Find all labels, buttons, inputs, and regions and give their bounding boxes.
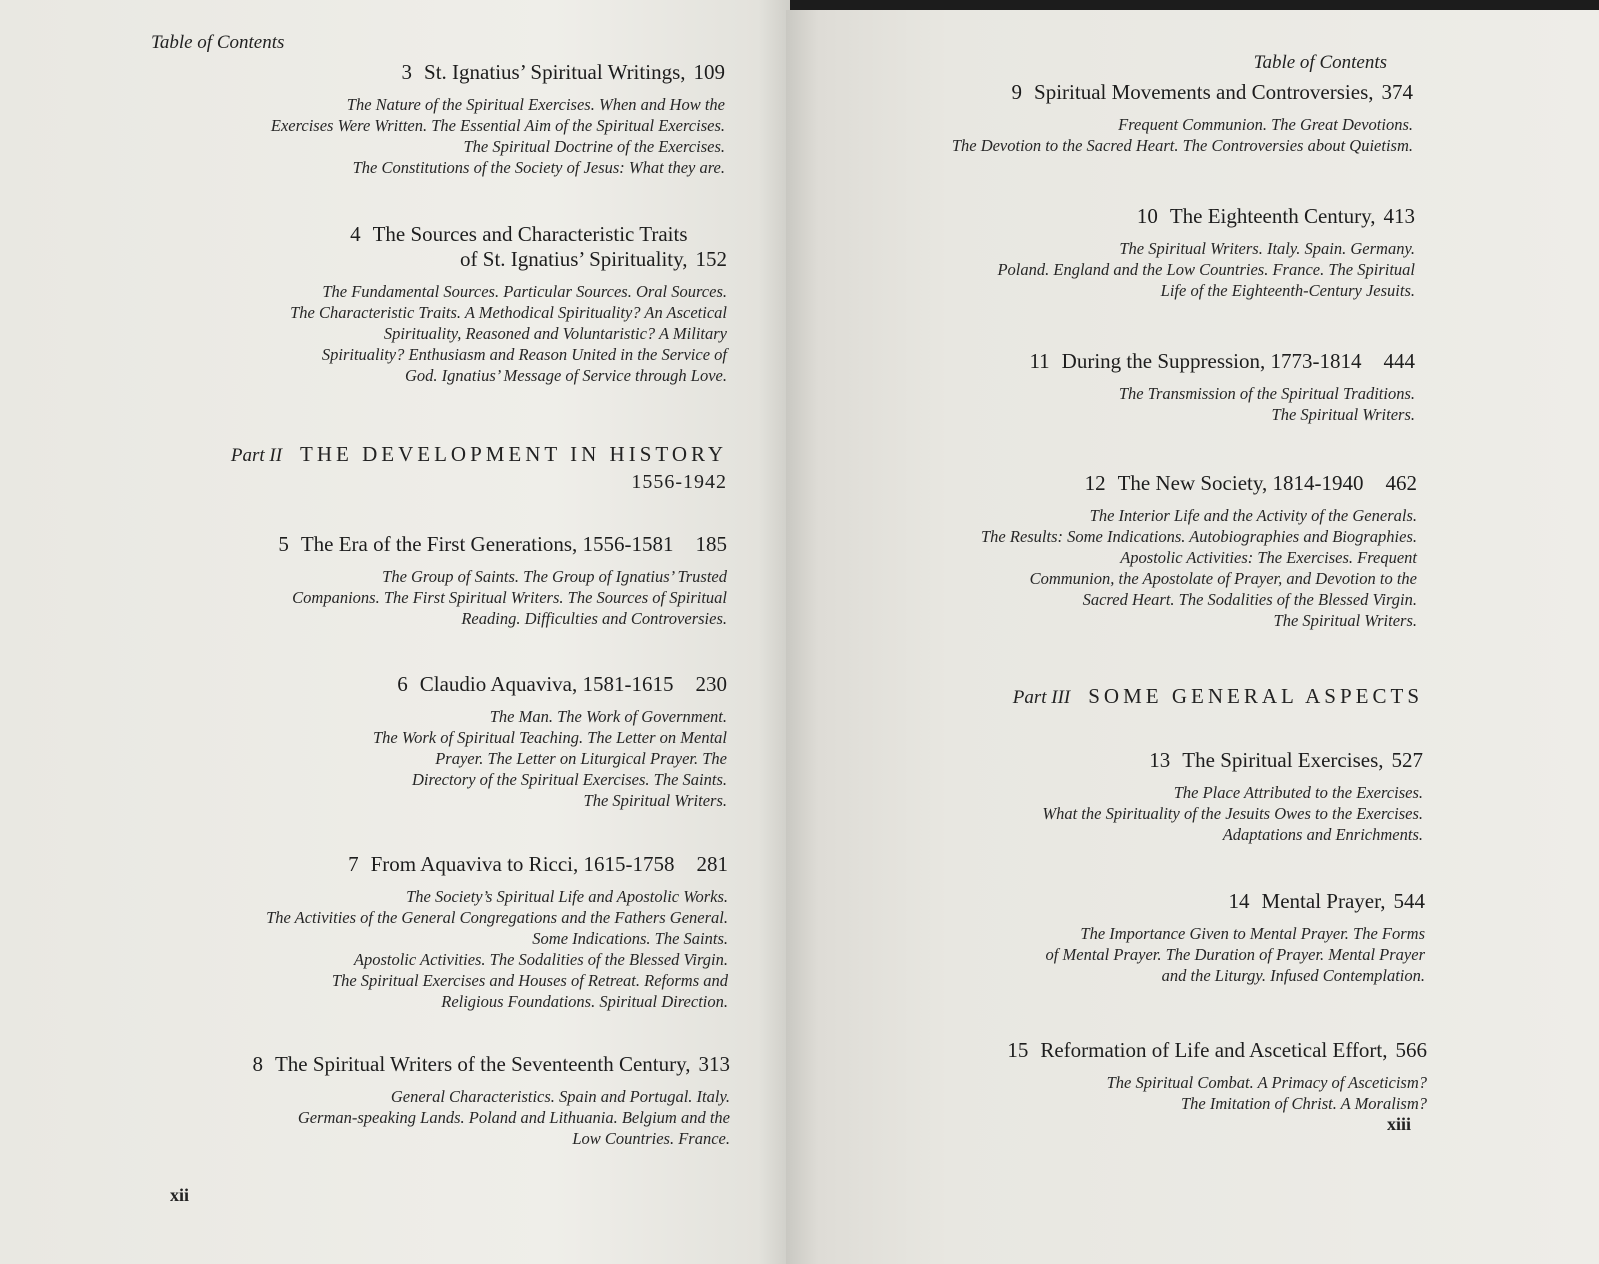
- entry-description: The Transmission of the Spiritual Traditions. The Spiritual Writers.: [1118, 384, 1415, 424]
- toc-entry-11: [795, 349, 1415, 425]
- toc-entry-3: [105, 60, 725, 178]
- entry-description: The Society’s Spiritual Life and Apostolic Works. The Activities of the General Congregations and the Fathers General. Some Indications. The Saints. Apostolic Activities. The Sodalities of the Blessed Virgin. The Spiritual Exercises and Houses of Retreat. Reforms and Religious Foundations. Spiritual Direction.: [266, 887, 728, 1011]
- toc-entry-4: [107, 222, 727, 386]
- entry-title: 15 Reformation of Life and Ascetical Effort, 566: [1007, 1038, 1427, 1062]
- entry-title: 10 The Eighteenth Century, 413: [1136, 204, 1415, 228]
- entry-description: The Spiritual Writers. Italy. Spain. Germany. Poland. England and the Low Countries. France. The Spiritual Life of the Eighteenth-Century Jesuits.: [997, 239, 1415, 300]
- entry-description: The Spiritual Combat. A Primacy of Asceticism? The Imitation of Christ. A Moralism?: [1106, 1073, 1427, 1113]
- entry-description: The Importance Given to Mental Prayer. The Forms of Mental Prayer. The Duration of Prayer. Mental Prayer and the Liturgy. Infused Contemplation.: [1045, 924, 1425, 985]
- entry-title: 8 The Spiritual Writers of the Seventeenth Century, 313: [252, 1052, 730, 1076]
- entry-description: The Man. The Work of Government. The Work of Spiritual Teaching. The Letter on Mental Prayer. The Letter on Liturgical Prayer. The Directory of the Spiritual Exercises. The Saints. The Spiritual Writers.: [373, 707, 727, 810]
- entry-description: The Interior Life and the Activity of the Generals. The Results: Some Indications. Autobiographies and Biographies. Apostolic Activities: The Exercises. Frequent Communion, the Apostolate of Prayer, and Devotion to the Sacred Heart. The Sodalities of the Blessed Virgin. The Spiritual Writers.: [980, 506, 1417, 630]
- toc-entry-8: [90, 1052, 730, 1149]
- toc-entry-6: [107, 672, 727, 811]
- part-heading-3: Part III SOME GENERAL ASPECTS: [1012, 684, 1423, 708]
- entry-title: 7 From Aquaviva to Ricci, 1615-1758 281: [348, 852, 728, 876]
- toc-entry-14: [805, 889, 1425, 986]
- toc-entry-5: [107, 532, 727, 629]
- running-head-right: Table of Contents: [1253, 52, 1387, 73]
- toc-entry-12: [797, 471, 1417, 631]
- entry-description: General Characteristics. Spain and Portugal. Italy. German-speaking Lands. Poland and Lithuania. Belgium and the Low Countries. France.: [297, 1087, 730, 1148]
- entry-title: 3 St. Ignatius’ Spiritual Writings, 109: [401, 60, 725, 84]
- entry-description: The Nature of the Spiritual Exercises. When and How the Exercises Were Written. The Essential Aim of the Spiritual Exercises. The Spiritual Doctrine of the Exercises. The Constitutions of the Society of Jesus: What they are.: [270, 95, 725, 177]
- entry-description: The Fundamental Sources. Particular Sources. Oral Sources. The Characteristic Traits. A Methodical Spirituality? An Ascetical Spirituality, Reasoned and Voluntaristic? A Military Spirituality? Enthusiasm and Reason United in the Service of God. Ignatius’ Message of Service through Love.: [290, 282, 727, 385]
- toc-entry-7: [88, 852, 728, 1012]
- right-page: [786, 10, 1599, 1264]
- toc-entry-9: [793, 80, 1413, 156]
- entry-title: 14 Mental Prayer, 544: [1228, 889, 1425, 913]
- part-heading-2: Part II THE DEVELOPMENT IN HISTORY 1556-1942: [230, 442, 727, 493]
- toc-entry-13: [803, 748, 1423, 845]
- entry-title: 4 The Sources and Characteristic Traits of St. Ignatius’ Spirituality, 152: [350, 222, 727, 271]
- running-head-left: Table of Contents: [151, 32, 285, 53]
- entry-description: Frequent Communion. The Great Devotions. The Devotion to the Sacred Heart. The Controversies about Quietism.: [951, 115, 1413, 155]
- toc-entry-10: [795, 204, 1415, 301]
- left-page: [0, 0, 790, 1264]
- entry-title: 5 The Era of the First Generations, 1556-1581 185: [278, 532, 727, 556]
- entry-title: 13 The Spiritual Exercises, 527: [1149, 748, 1423, 772]
- entry-title: 12 The New Society, 1814-1940 462: [1084, 471, 1417, 495]
- entry-title: 6 Claudio Aquaviva, 1581-1615 230: [397, 672, 727, 696]
- page-number-right: xiii: [1386, 1114, 1411, 1134]
- entry-description: The Place Attributed to the Exercises. What the Spirituality of the Jesuits Owes to the Exercises. Adaptations and Enrichments.: [1042, 783, 1423, 844]
- entry-description: The Group of Saints. The Group of Ignatius’ Trusted Companions. The First Spiritual Writers. The Sources of Spiritual Reading. Difficulties and Controversies.: [292, 567, 727, 628]
- toc-entry-15: [807, 1038, 1427, 1114]
- page-number-left: xii: [170, 1185, 190, 1205]
- entry-title: 11 During the Suppression, 1773-1814 444: [1029, 349, 1415, 373]
- entry-title: 9 Spiritual Movements and Controversies, 374: [1011, 80, 1413, 104]
